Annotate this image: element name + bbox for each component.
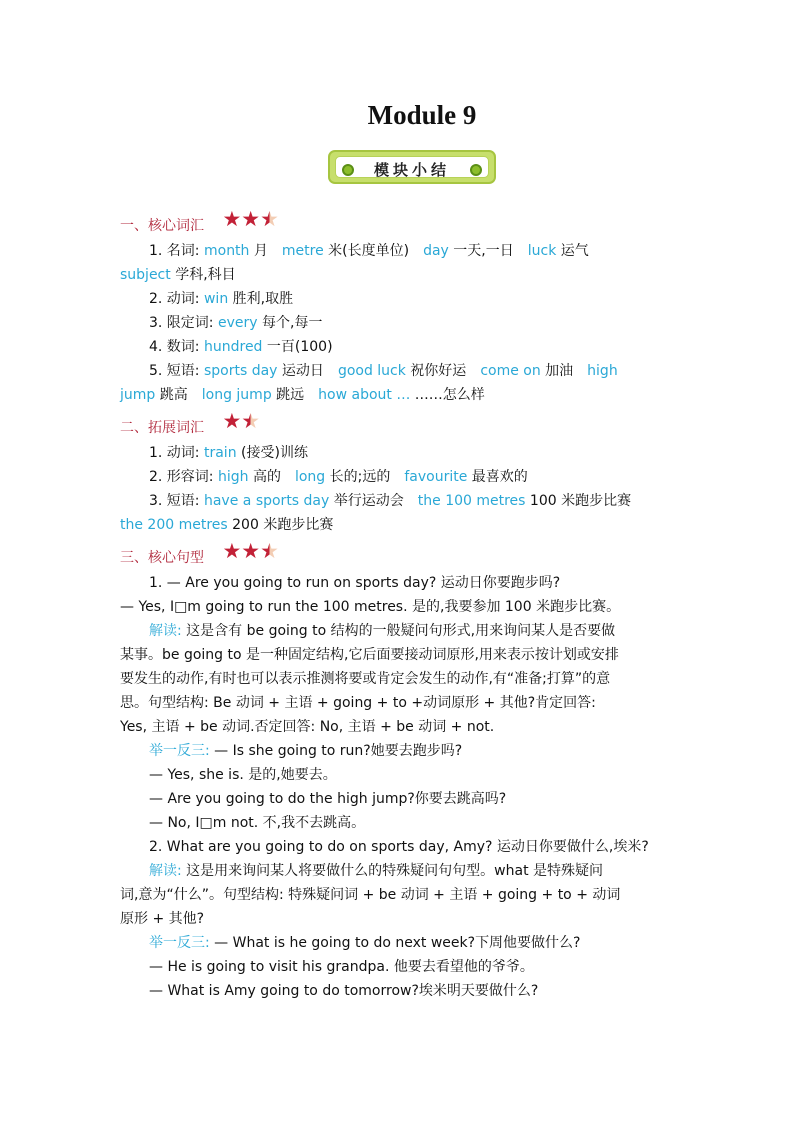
example-label: 举一反三:: [149, 935, 210, 951]
section-heading-extended-vocab: 二、拓展词汇 ★★: [120, 409, 261, 436]
example-line: — Are you going to do the high jump?你要去跳高吗?: [149, 791, 507, 807]
star-icon: ★: [222, 207, 242, 231]
explanation-label: 解读:: [149, 863, 182, 879]
vocab-line: 1. 动词: train (接受)训练: [149, 445, 308, 461]
example-line: — No, I□m not. 不,我不去跳高。: [149, 815, 366, 831]
rating-stars: [222, 541, 278, 562]
explanation-line: 思。句型结构: Be 动词 + 主语 + going + to +动词原形 + 其他?肯定回答:: [120, 695, 596, 711]
module-summary-badge: [328, 150, 496, 184]
half-star-icon: ★: [241, 409, 261, 433]
badge-label: 模块小结: [373, 161, 450, 179]
explanation-line: 某事。be going to 是一种固定结构,它后面要接动词原形,用来表示按计划或安排: [120, 647, 619, 663]
vocab-line: jump 跳高 long jump 跳远 how about … ……怎么样: [120, 387, 485, 403]
page-title: Module 9: [367, 100, 477, 130]
example-line: — He is going to visit his grandpa. 他要去看望他的爷爷。: [149, 959, 534, 975]
vocab-line: 4. 数词: hundred 一百(100): [149, 339, 333, 355]
badge-frame: [335, 156, 489, 178]
vocab-line: 3. 短语: have a sports day 举行运动会 the 100 metres 100 米跑步比赛: [149, 493, 632, 509]
star-icon: ★: [222, 539, 242, 563]
explanation-line: Yes, 主语 + be 动词.否定回答: No, 主语 + be 动词 + not.: [120, 719, 495, 735]
sentence-line: 1. — Are you going to run on sports day? 运动日你要跑步吗?: [149, 575, 561, 591]
sentence-line: 2. What are you going to do on sports day, Amy? 运动日你要做什么,埃米?: [149, 839, 649, 855]
rating-stars: [222, 411, 260, 432]
star-icon: ★: [222, 409, 242, 433]
example-line: 举一反三: — What is he going to do next week?下周他要做什么?: [149, 935, 581, 951]
half-star-icon: ★: [260, 539, 279, 563]
star-icon: ★: [241, 539, 261, 563]
example-line: — Yes, she is. 是的,她要去。: [149, 767, 337, 783]
explanation-label: 解读:: [149, 623, 182, 639]
rating-stars: [222, 209, 278, 230]
explanation-line: 词,意为“什么”。句型结构: 特殊疑问词 + be 动词 + 主语 + going + to + 动词: [120, 887, 621, 903]
star-icon: ★: [241, 207, 261, 231]
summary-content: [120, 205, 680, 1003]
explanation-line: 解读: 这是用来询问某人将要做什么的特殊疑问句句型。what 是特殊疑问: [149, 863, 604, 879]
section-heading-core-sentences: 三、核心句型 ★★★: [120, 539, 279, 566]
vocab-line: the 200 metres 200 米跑步比赛: [120, 517, 334, 533]
vocab-line: 2. 动词: win 胜利,取胜: [149, 291, 294, 307]
vocab-line: subject 学科,科目: [120, 267, 236, 283]
explanation-line: 原形 + 其他?: [120, 911, 205, 927]
example-line: 举一反三: — Is she going to run?她要去跑步吗?: [149, 743, 463, 759]
example-label: 举一反三:: [149, 743, 210, 759]
vocab-line: 5. 短语: sports day 运动日 good luck 祝你好运 come on 加油 high: [149, 363, 618, 379]
explanation-line: 要发生的动作,有时也可以表示推测将要或肯定会发生的动作,有“准备;打算”的意: [120, 671, 611, 687]
example-line: — What is Amy going to do tomorrow?埃米明天要做什么?: [149, 983, 539, 999]
vocab-line: 1. 名词: month 月 metre 米(长度单位) day 一天,一日 luck 运气: [149, 243, 589, 259]
section-heading-core-vocab: 一、核心词汇 ★★★: [120, 207, 279, 234]
sentence-line: — Yes, I□m going to run the 100 metres. 是的,我要参加 100 米跑步比赛。: [120, 599, 621, 615]
half-star-icon: ★: [260, 207, 279, 231]
vocab-line: 2. 形容词: high 高的 long 长的;远的 favourite 最喜欢的: [149, 469, 528, 485]
explanation-line: 解读: 这是含有 be going to 结构的一般疑问句形式,用来询问某人是否要做: [149, 623, 616, 639]
vocab-line: 3. 限定词: every 每个,每一: [149, 315, 323, 331]
